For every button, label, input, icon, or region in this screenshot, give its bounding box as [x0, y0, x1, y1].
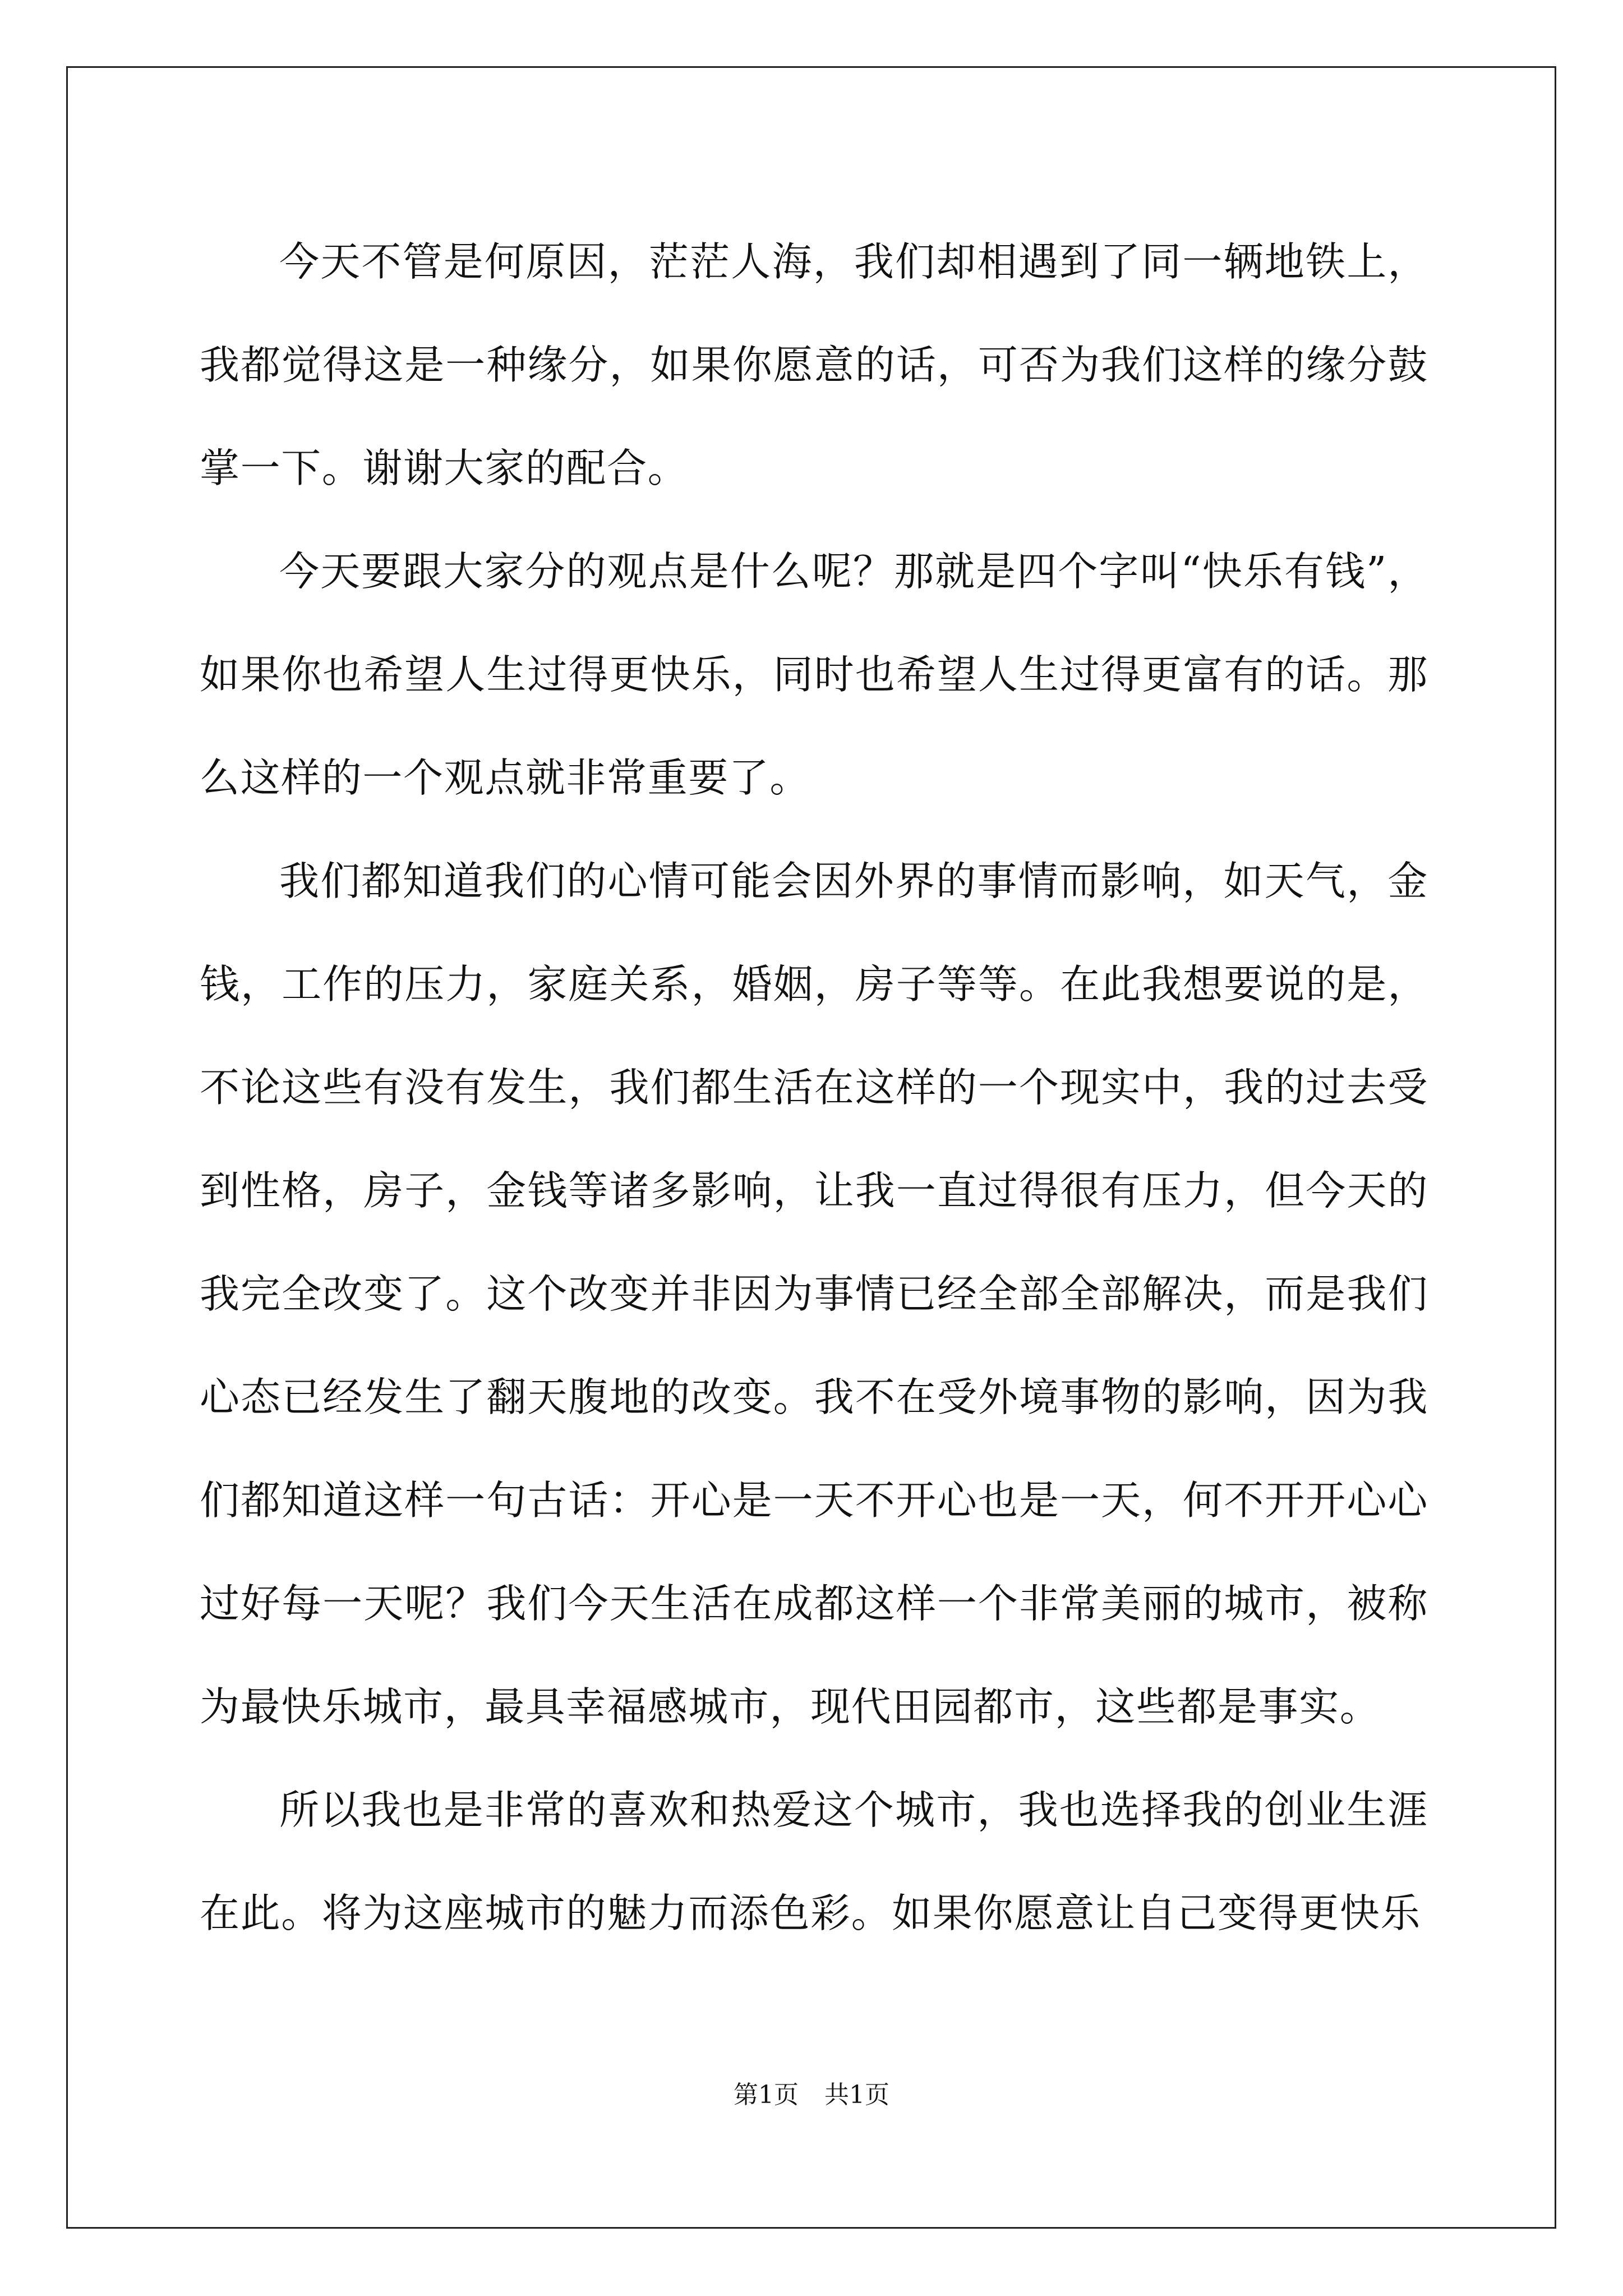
paragraph: 所以我也是非常的喜欢和热爱这个城市，我也选择我的创业生涯在此。将为这座城市的魅力而添色彩。如果你愿意让自己变得更快乐 [200, 1787, 1428, 1936]
paragraph: 今天要跟大家分的观点是什么呢？那就是四个字叫“快乐有钱”，如果你也希望人生过得更快乐，同时也希望人生过得更富有的话。那么这样的一个观点就非常重要了。 [200, 548, 1428, 801]
document-body [200, 210, 1428, 1965]
paragraph: 今天不管是何原因，茫茫人海，我们却相遇到了同一辆地铁上，我都觉得这是一种缘分，如果你愿意的话，可否为我们这样的缘分鼓掌一下。谢谢大家的配合。 [200, 238, 1428, 491]
paragraph: 我们都知道我们的心情可能会因外界的事情而影响，如天气，金钱，工作的压力，家庭关系，婚姻，房子等等。在此我想要说的是，不论这些有没有发生，我们都生活在这样的一个现实中，我的过去受到性格，房子，金钱等诸多影响，让我一直过得很有压力，但今天的我完全改变了。这个改变并非因为事情已经全部全部解决，而是我们心态已经发生了翻天腹地的改变。我不在受外境事物的影响，因为我们都知道这样一句古话：开心是一天不开心也是一天，何不开开心心过好每一天呢？我们今天生活在成都这样一个非常美丽的城市，被称为最快乐城市，最具幸福感城市，现代田园都市，这些都是事实。 [200, 858, 1428, 1730]
page-number: 第1页 [734, 2081, 799, 2109]
page-total: 共1页 [824, 2081, 889, 2109]
page-footer [0, 2078, 1623, 2112]
